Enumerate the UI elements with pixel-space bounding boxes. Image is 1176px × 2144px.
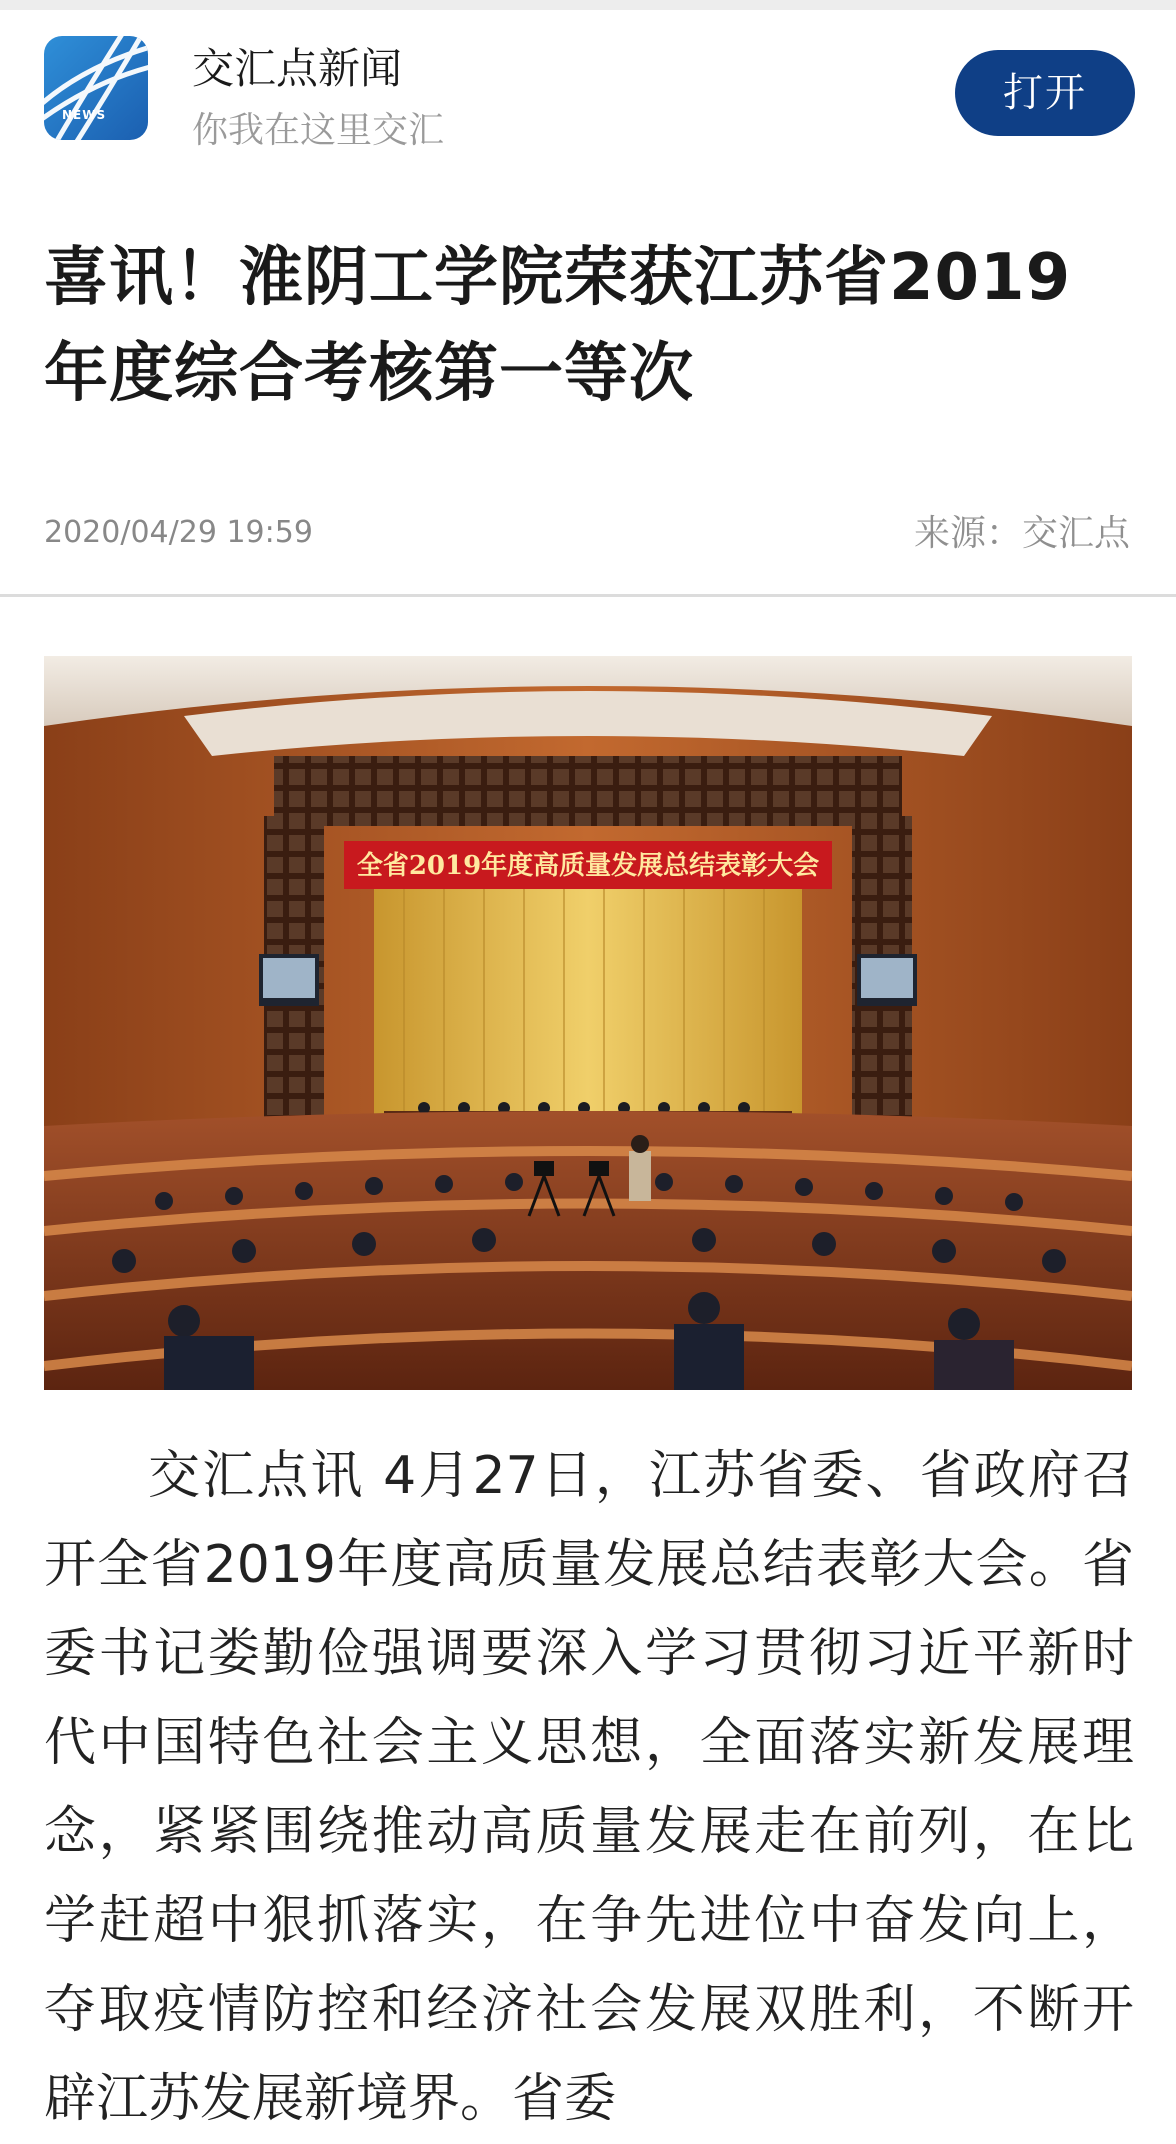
article-photo[interactable] (44, 656, 1132, 1390)
article-source: 来源：交汇点 (913, 513, 1130, 554)
app-name: 交汇点新闻 (192, 44, 403, 93)
article-title: 喜讯！淮阴工学院荣获江苏省2019年度综合考核第一等次 (44, 241, 1072, 411)
status-bar-strip (0, 0, 1176, 10)
article-body: 交汇点讯 4月27日，江苏省委、省政府召开全省2019年度高质量发展总结表彰大会。省委书记娄勤俭强调要深入学习贯彻习近平新时代中国特色社会主义思想，全面落实新发展理念，紧紧围绕推动高质量发展走在前列，在比学赶超中狠抓落实，在争先进位中奋发向上，夺取疫情防控和经济社会发展双胜利，不断开辟江苏发展新境界。省委 (44, 1446, 1134, 2129)
logo-news-text: NEWS (62, 108, 107, 122)
app-download-banner (0, 10, 1176, 170)
news-logo-icon (44, 36, 148, 140)
app-logo[interactable] (44, 36, 148, 140)
hall-banner-text: 全省2019年度高质量发展总结表彰大会 (356, 851, 820, 881)
publish-time: 2020/04/29 19:59 (44, 515, 313, 550)
open-app-button[interactable]: 打开 (955, 50, 1135, 136)
conference-hall-image (44, 656, 1132, 1390)
header-divider (0, 594, 1176, 597)
app-slogan: 你我在这里交汇 (192, 110, 445, 151)
